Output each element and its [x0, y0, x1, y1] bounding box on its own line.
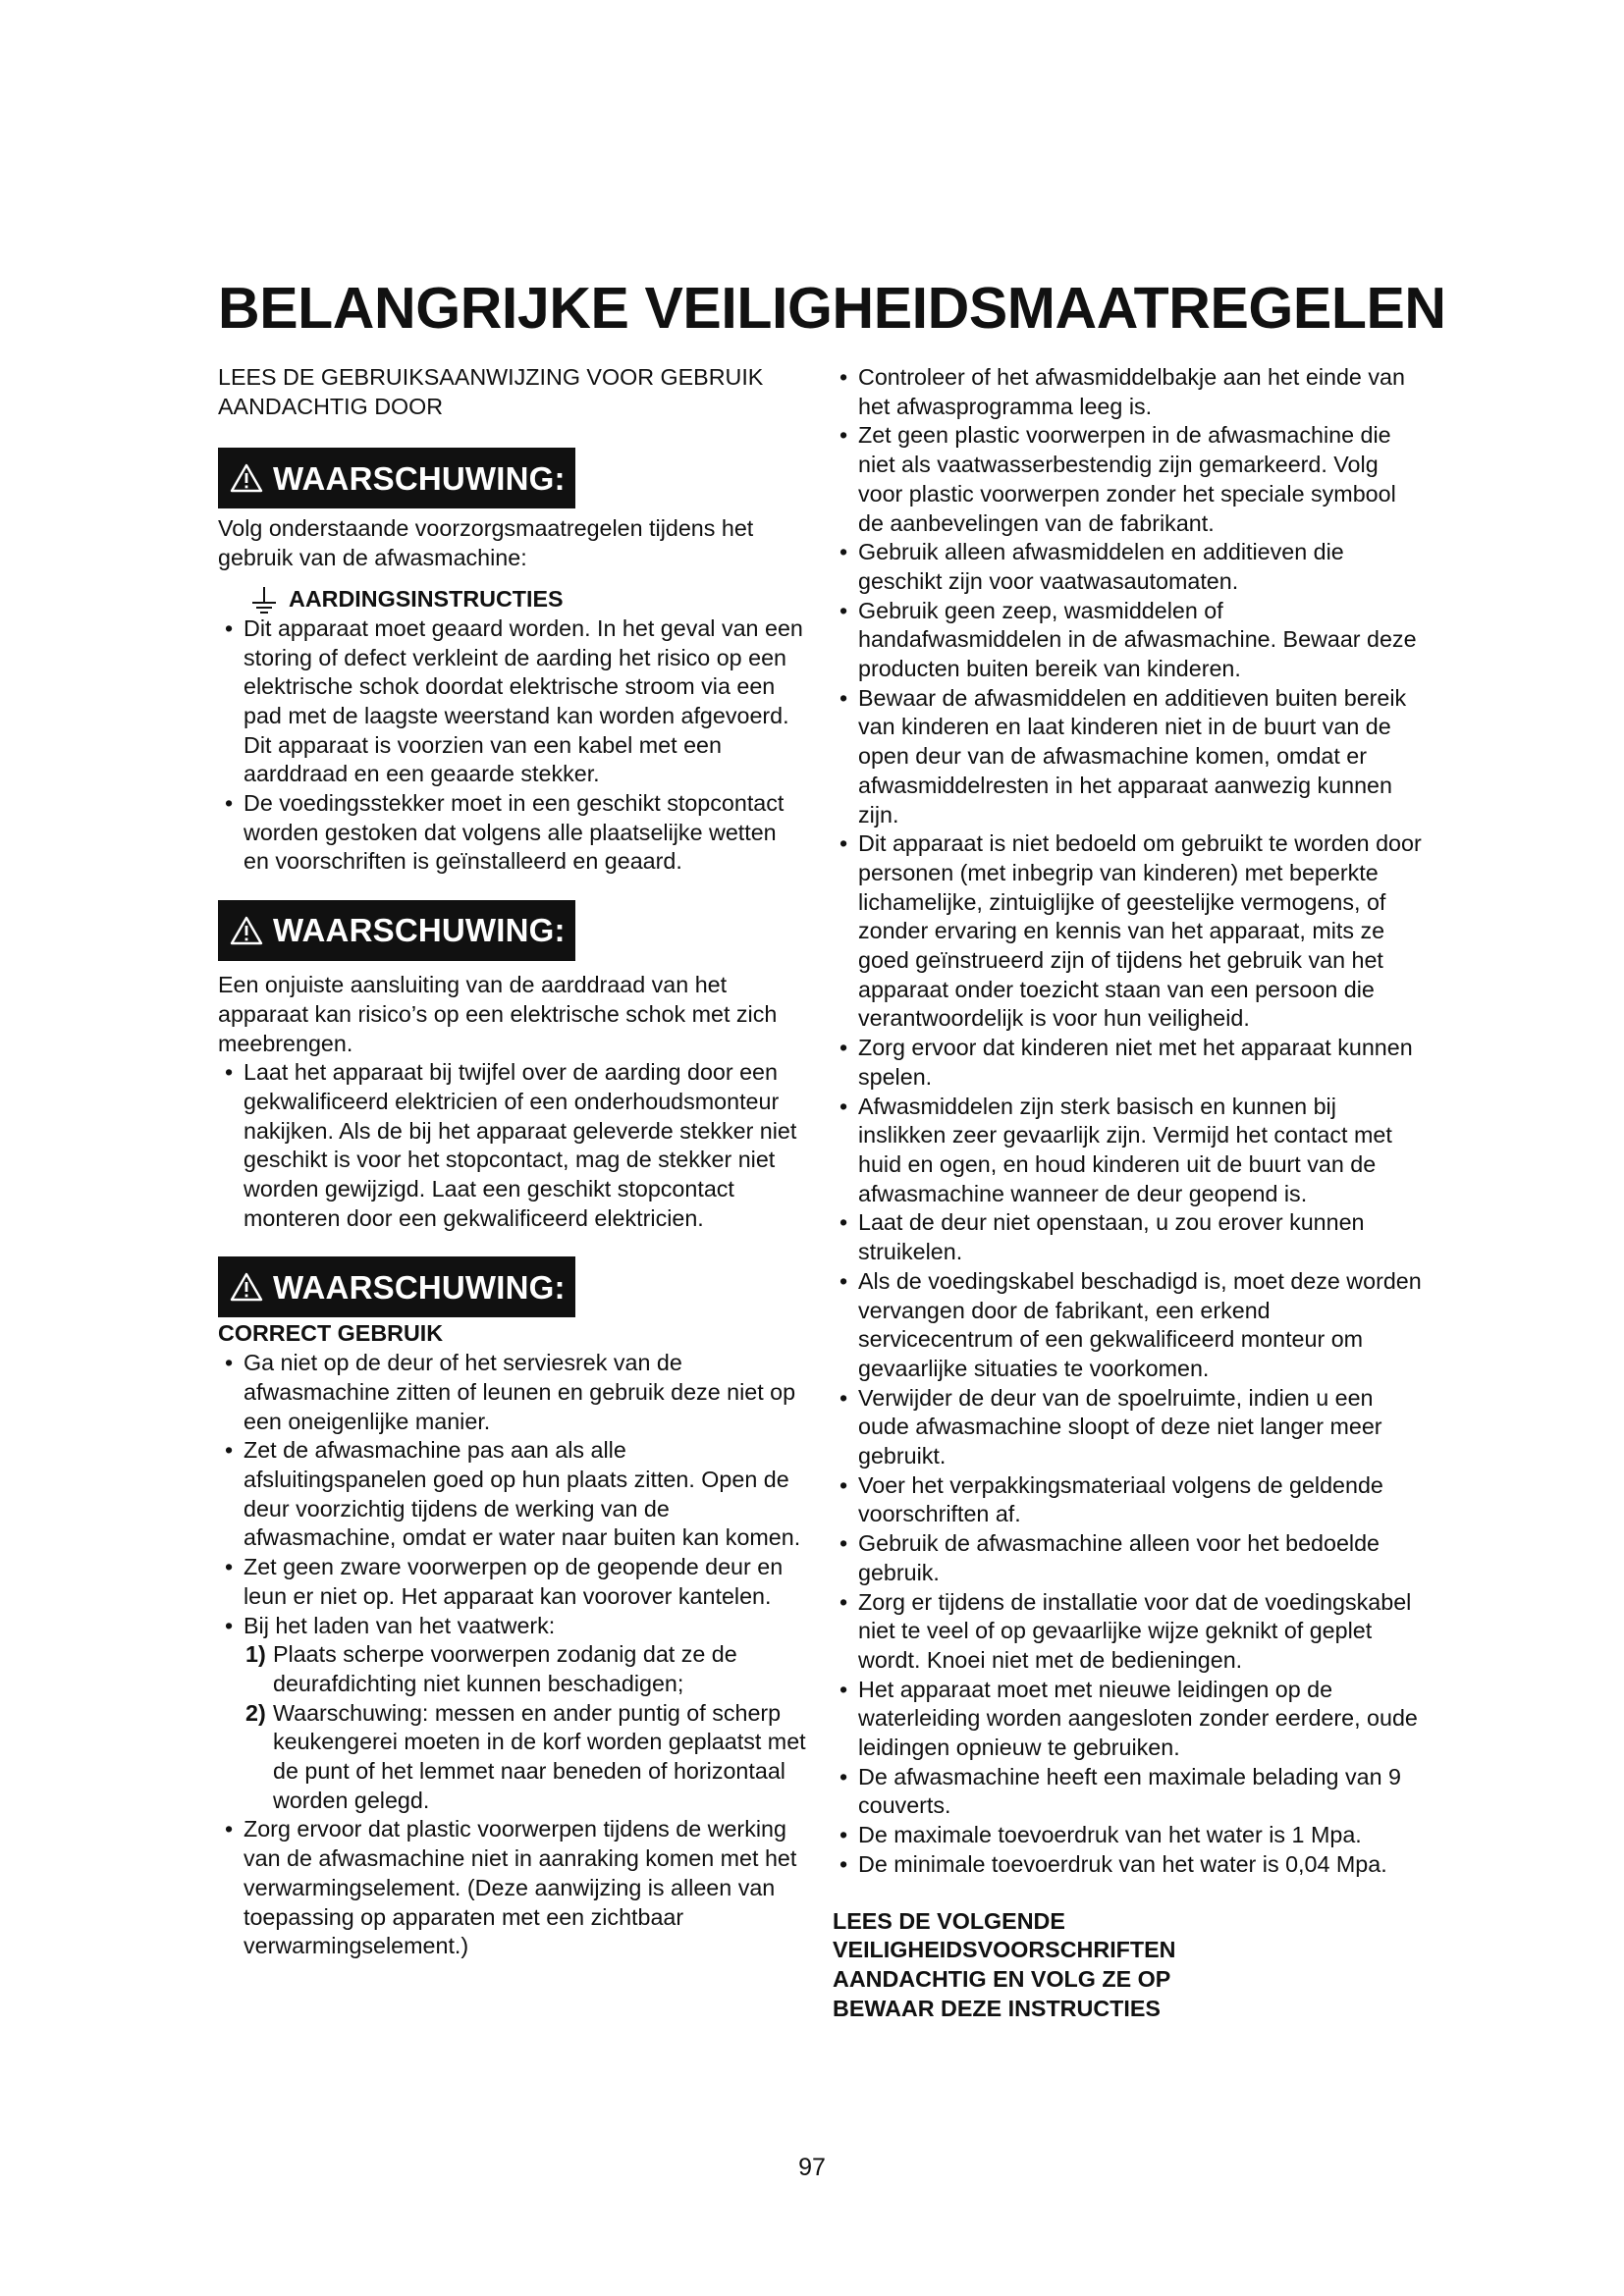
left-column — [218, 363, 807, 1961]
list-item: • Voer het verpakkingsmateriaal volgens de geldende voorschriften af. — [833, 1471, 1422, 1529]
correct-use-list-end — [218, 1815, 807, 1961]
warning-label: WAARSCHUWING: — [273, 459, 566, 497]
warning-banner-2-wrap — [218, 900, 807, 961]
step-number: 1) — [245, 1641, 266, 1668]
step-number: 2) — [245, 1699, 266, 1726]
step-text: Waarschuwing: messen en ander puntig of scherp keukengerei moeten in de korf worden geplaatst met de punt of het lemmet naar beneden of horizontaal worden gelegd. — [273, 1699, 806, 1813]
list-item: • Zet geen zware voorwerpen op de geopende deur en leun er niet op. Het apparaat kan voorover kantelen. — [218, 1553, 807, 1611]
warning-banner-3 — [218, 1256, 575, 1317]
list-item: • Zet geen plastic voorwerpen in de afwasmachine die niet als vaatwasserbestendig zijn gemarkeerd. Volg voor plastic voorwerpen zonder het speciale symbool de aanbevelingen van de fabrikant. — [833, 421, 1422, 538]
list-item: • Zorg ervoor dat plastic voorwerpen tijdens de werking van de afwasmachine niet in aanraking komen met het verwarmingselement. (Deze aanwijzing is alleen van toepassing op apparaten met een zichtbaar verwarmingselement.) — [218, 1815, 807, 1961]
loading-steps — [218, 1640, 807, 1815]
warning-triangle-icon — [230, 1272, 263, 1302]
list-item: • Zet de afwasmachine pas aan als alle afsluitingspanelen goed op hun plaats zitten. Open de deur voorzichtig tijdens de werking van de afwasmachine, omdat er water naar buiten kan komen. — [218, 1436, 807, 1553]
warning-triangle-icon — [230, 463, 263, 493]
list-item: • Afwasmiddelen zijn sterk basisch en kunnen bij inslikken zeer gevaarlijk zijn. Vermijd het contact met huid en ogen, en houd kinderen uit de buurt van de afwasmachine wanneer de deur geopend is. — [833, 1093, 1422, 1209]
list-item: • Controleer of het afwasmiddelbakje aan het einde van het afwasprogramma leeg is. — [833, 363, 1422, 421]
final-notice: LEES DE VOLGENDE VEILIGHEIDSVOORSCHRIFTEN AANDACHTIG EN VOLG ZE OP BEWAAR DEZE INSTRUCTIES — [833, 1907, 1176, 2021]
warning-label: WAARSCHUWING: — [273, 912, 566, 949]
warning-banner-2 — [218, 900, 575, 961]
grounding-title: AARDINGSINSTRUCTIES — [289, 586, 564, 613]
intro-text: LEES DE GEBRUIKSAANWIJZING VOOR GEBRUIK AANDACHTIG DOOR — [218, 364, 764, 419]
list-item: • De voedingsstekker moet in een geschikt stopcontact worden gestoken dat volgens alle plaatselijke wetten en voorschriften is geïnstalleerd en geaard. — [218, 789, 807, 877]
grounding-list — [218, 614, 807, 877]
list-item: • Ga niet op de deur of het serviesrek van de afwasmachine zitten of leunen en gebruik deze niet op een oneigenlijke manier. — [218, 1349, 807, 1436]
list-item: • Gebruik geen zeep, wasmiddelen of handafwasmiddelen in de afwasmachine. Bewaar deze producten buiten bereik van kinderen. — [833, 597, 1422, 684]
list-item: • De maximale toevoerdruk van het water is 1 Mpa. — [833, 1821, 1422, 1850]
list-item: • Het apparaat moet met nieuwe leidingen op de waterleiding worden aangesloten zonder eerdere, oude leidingen opnieuw te gebruiken. — [833, 1676, 1422, 1763]
list-item: • Verwijder de deur van de spoelruimte, indien u een oude afwasmachine sloopt of deze niet langer meer gebruikt. — [833, 1384, 1422, 1471]
list-item: • Zorg ervoor dat kinderen niet met het apparaat kunnen spelen. — [833, 1034, 1422, 1092]
list-item: • Dit apparaat is niet bedoeld om gebruikt te worden door personen (met inbegrip van kinderen) met beperkte lichamelijke, zintuiglijke of geestelijke vermogens, of zonder ervaring en kennis van het apparaat, mits ze goed geïnstrueerd zijn of tijdens het gebruik van het apparaat onder toezicht staan van een persoon die verantwoordelijk is voor hun veiligheid. — [833, 829, 1422, 1034]
ground-symbol-icon — [249, 585, 279, 614]
list-item: • De afwasmachine heeft een maximale belading van 9 couverts. — [833, 1763, 1422, 1821]
correct-use-title: CORRECT GEBRUIK — [218, 1320, 444, 1347]
list-item: • Laat de deur niet openstaan, u zou erover kunnen struikelen. — [833, 1208, 1422, 1266]
list-item: • Bewaar de afwasmiddelen en additieven buiten bereik van kinderen en laat kinderen niet in de buurt van de open deur van de afwasmachine komen, omdat er afwasmiddelresten in het apparaat aanwezig kunnen zijn. — [833, 684, 1422, 830]
step-text: Plaats scherpe voorwerpen zodanig dat ze de deurafdichting niet kunnen beschadigen; — [273, 1641, 737, 1696]
warning-banner-1-wrap — [218, 448, 807, 508]
page-title: BELANGRIJKE VEILIGHEIDSMAATREGELEN — [218, 276, 1446, 341]
list-item: • Zorg er tijdens de installatie voor dat de voedingskabel niet te veel of op gevaarlijke wijze geknikt of geplet wordt. Knoei niet met de bedieningen. — [833, 1588, 1422, 1676]
page-number: 97 — [798, 2154, 826, 2181]
list-item: • Bij het laden van het vaatwerk: — [218, 1612, 807, 1641]
safety-list — [833, 363, 1422, 1880]
warning-banner-1 — [218, 448, 575, 508]
warning1-intro: Volg onderstaande voorzorgsmaatregelen tijdens het gebruik van de afwasmachine: — [218, 515, 754, 571]
list-item: • Gebruik de afwasmachine alleen voor het bedoelde gebruik. — [833, 1529, 1422, 1587]
list-item: • Gebruik alleen afwasmiddelen en additieven die geschikt zijn voor vaatwasautomaten. — [833, 538, 1422, 596]
loading-step — [244, 1640, 807, 1698]
correct-use-list — [218, 1349, 807, 1640]
warning-triangle-icon — [230, 916, 263, 945]
list-item: • Laat het apparaat bij twijfel over de aarding door een gekwalificeerd elektricien of een onderhoudsmonteur nakijken. Als de bij het apparaat geleverde stekker niet geschikt is voor het stopcontact, mag de stekker niet worden gewijzigd. Laat een geschikt stopcontact monteren door een gekwalificeerd elektricien. — [218, 1058, 807, 1233]
grounding-heading — [218, 585, 807, 614]
warning-banner-3-wrap — [218, 1256, 807, 1317]
loading-step — [244, 1699, 807, 1816]
warning-label: WAARSCHUWING: — [273, 1268, 566, 1306]
list-item: • De minimale toevoerdruk van het water is 0,04 Mpa. — [833, 1850, 1422, 1880]
list-item: • Als de voedingskabel beschadigd is, moet deze worden vervangen door de fabrikant, een erkend servicecentrum of een gekwalificeerd monteur om gevaarlijke situaties te voorkomen. — [833, 1267, 1422, 1384]
warning2-text: Een onjuiste aansluiting van de aarddraad van het apparaat kan risico’s op een elektrische schok met zich meebrengen. — [218, 972, 778, 1056]
list-item: • Dit apparaat moet geaard worden. In het geval van een storing of defect verkleint de aarding het risico op een elektrische schok doordat elektrische stroom via een pad met de laagste weerstand kan worden afgevoerd. Dit apparaat is voorzien van een kabel met een aarddraad en een geaarde stekker. — [218, 614, 807, 789]
right-column — [833, 363, 1422, 2023]
warning2-list — [218, 1058, 807, 1233]
